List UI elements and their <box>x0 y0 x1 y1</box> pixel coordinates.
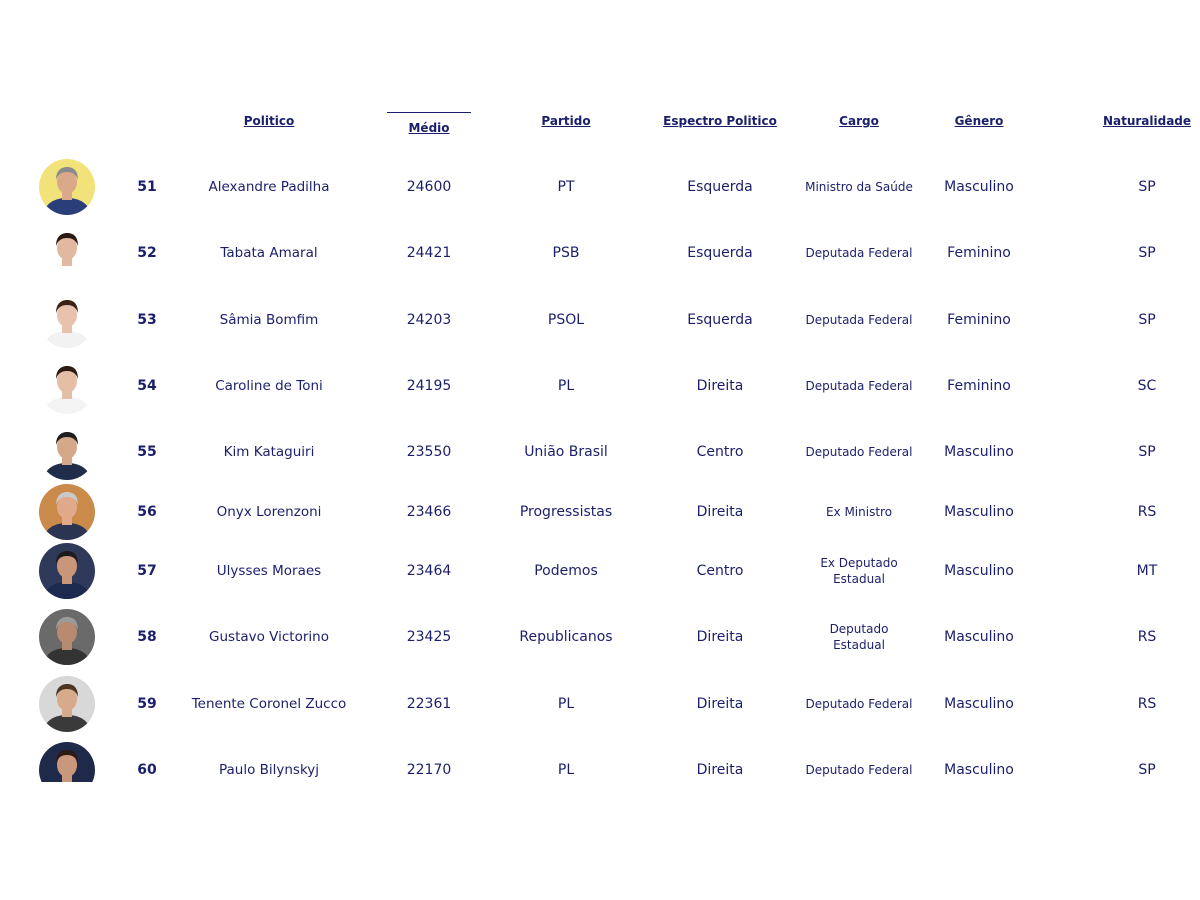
politician-name: Caroline de Toni <box>215 378 323 394</box>
avatar <box>39 676 95 732</box>
gender: Feminino <box>947 245 1011 261</box>
party: PL <box>557 696 575 712</box>
role: Ex Deputado Estadual <box>820 556 898 586</box>
avatar <box>39 484 95 540</box>
political-spectrum: Direita <box>696 762 744 778</box>
rank-number: 58 <box>137 629 157 645</box>
party: Podemos <box>534 563 598 579</box>
medio-value: 24203 <box>406 312 452 328</box>
table-row <box>0 674 1200 734</box>
medio-value: 23464 <box>406 563 452 579</box>
gender: Feminino <box>947 312 1011 328</box>
table-header <box>0 100 1200 150</box>
header-genero[interactable]: Gênero <box>954 114 1004 128</box>
medio-value: 22361 <box>406 696 452 712</box>
state: SP <box>1138 179 1156 195</box>
role: Deputada Federal <box>805 246 913 260</box>
state: RS <box>1137 504 1157 520</box>
political-spectrum: Direita <box>696 696 744 712</box>
rank-number: 55 <box>137 444 157 460</box>
politician-name: Paulo Bilynskyj <box>218 762 320 778</box>
politician-name: Alexandre Padilha <box>208 179 330 195</box>
table-row <box>0 482 1200 542</box>
medio-value: 24195 <box>406 378 452 394</box>
party: PSB <box>552 245 580 261</box>
party: Progressistas <box>519 504 613 520</box>
table-row <box>0 740 1200 782</box>
avatar <box>39 225 95 281</box>
header-medio[interactable]: Médio <box>387 112 471 135</box>
party: PSOL <box>547 312 585 328</box>
table-row <box>0 157 1200 217</box>
political-spectrum: Centro <box>696 563 744 579</box>
role: Deputada Federal <box>805 313 913 327</box>
rank-number: 52 <box>137 245 157 261</box>
rank-number: 59 <box>137 696 157 712</box>
role: Deputado Federal <box>805 445 913 459</box>
political-spectrum: Direita <box>696 378 744 394</box>
table-row <box>0 607 1200 667</box>
rank-number: 57 <box>137 563 157 579</box>
politician-name: Ulysses Moraes <box>216 563 322 579</box>
header-politico[interactable]: Politico <box>243 114 295 128</box>
gender: Masculino <box>944 629 1014 645</box>
political-spectrum: Centro <box>696 444 744 460</box>
state: MT <box>1136 563 1158 579</box>
state: SC <box>1137 378 1157 394</box>
medio-value: 22170 <box>406 762 452 778</box>
rank-number: 53 <box>137 312 157 328</box>
gender: Masculino <box>944 762 1014 778</box>
avatar <box>39 159 95 215</box>
medio-value: 23466 <box>406 504 452 520</box>
role: Ministro da Saúde <box>805 180 913 194</box>
political-spectrum: Direita <box>696 629 744 645</box>
rank-number: 56 <box>137 504 157 520</box>
medio-value: 23425 <box>406 629 452 645</box>
political-spectrum: Esquerda <box>687 245 753 261</box>
avatar <box>39 424 95 480</box>
table-row <box>0 541 1200 601</box>
medio-value: 24421 <box>406 245 452 261</box>
table-row <box>0 356 1200 416</box>
political-spectrum: Esquerda <box>687 312 753 328</box>
header-partido[interactable]: Partido <box>541 114 591 128</box>
rank-number: 51 <box>137 179 157 195</box>
gender: Feminino <box>947 378 1011 394</box>
table-row <box>0 422 1200 482</box>
role: Deputada Federal <box>805 379 913 393</box>
state: SP <box>1138 762 1156 778</box>
politician-name: Onyx Lorenzoni <box>216 504 322 520</box>
gender: Masculino <box>944 444 1014 460</box>
state: SP <box>1138 312 1156 328</box>
state: SP <box>1138 444 1156 460</box>
gender: Masculino <box>944 696 1014 712</box>
politician-name: Gustavo Victorino <box>209 629 329 645</box>
role: Deputado Estadual <box>829 622 889 652</box>
avatar <box>39 742 95 782</box>
avatar <box>39 609 95 665</box>
politician-name: Sâmia Bomfim <box>219 312 319 328</box>
role: Deputado Federal <box>805 763 913 777</box>
role: Deputado Federal <box>805 697 913 711</box>
politician-name: Tabata Amaral <box>220 245 318 261</box>
gender: Masculino <box>944 179 1014 195</box>
header-cargo[interactable]: Cargo <box>839 114 879 128</box>
gender: Masculino <box>944 563 1014 579</box>
party: PL <box>557 378 575 394</box>
political-spectrum: Direita <box>696 504 744 520</box>
ranking-table <box>0 100 1200 782</box>
header-naturalidade[interactable]: Naturalidade <box>1102 114 1192 128</box>
rank-number: 60 <box>137 762 157 778</box>
party: Republicanos <box>519 629 613 645</box>
politician-name: Kim Kataguiri <box>223 444 315 460</box>
role: Ex Ministro <box>825 505 893 519</box>
gender: Masculino <box>944 504 1014 520</box>
table-row <box>0 290 1200 350</box>
party: União Brasil <box>524 444 608 460</box>
party: PL <box>557 762 575 778</box>
medio-value: 24600 <box>406 179 452 195</box>
table-row <box>0 223 1200 283</box>
header-espectro[interactable]: Espectro Politico <box>663 114 777 128</box>
state: SP <box>1138 245 1156 261</box>
state: RS <box>1137 629 1157 645</box>
avatar <box>39 292 95 348</box>
political-spectrum: Esquerda <box>687 179 753 195</box>
rank-number: 54 <box>137 378 157 394</box>
state: RS <box>1137 696 1157 712</box>
avatar <box>39 543 95 599</box>
avatar <box>39 358 95 414</box>
medio-value: 23550 <box>406 444 452 460</box>
politician-name: Tenente Coronel Zucco <box>191 696 347 712</box>
party: PT <box>557 179 575 195</box>
